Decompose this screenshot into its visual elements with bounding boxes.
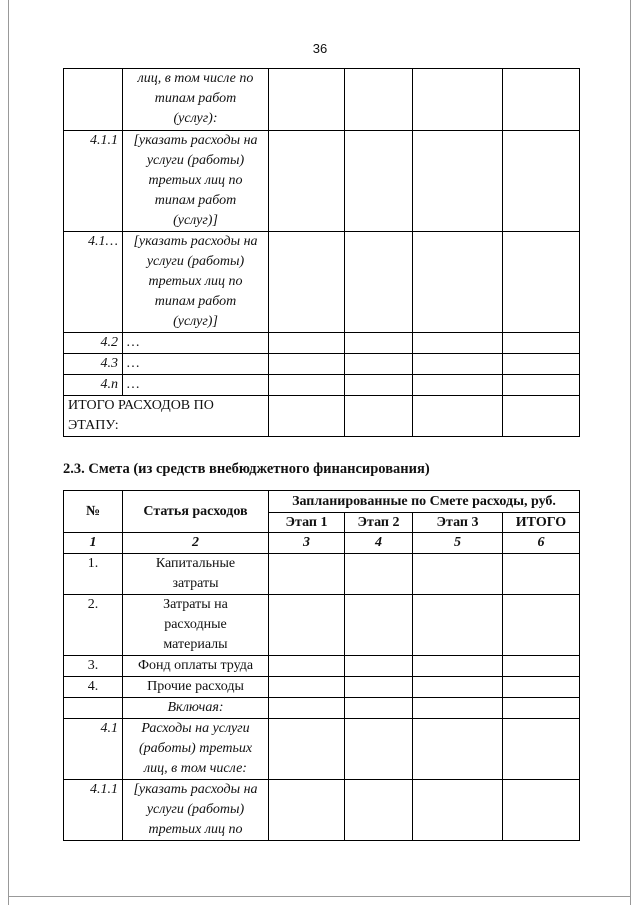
text-line: [указать расходы на <box>133 234 258 249</box>
header-row <box>64 491 580 513</box>
row-number-cell: 4.3 <box>64 354 123 375</box>
value-cell <box>413 554 503 595</box>
value-cell <box>503 554 580 595</box>
value-cell <box>269 354 345 375</box>
value-cell <box>503 232 580 333</box>
value-cell <box>503 656 580 677</box>
value-cell <box>269 333 345 354</box>
value-cell <box>345 780 413 841</box>
column-header-stage1: Этап 1 <box>269 513 345 533</box>
text-line: (услуг)] <box>173 213 218 228</box>
value-cell <box>345 656 413 677</box>
value-cell <box>413 354 503 375</box>
row-number-cell: 3. <box>64 656 123 677</box>
row-number-cell: 4.1 <box>64 719 123 780</box>
value-cell <box>345 677 413 698</box>
row-number-cell: 1. <box>64 554 123 595</box>
row-number-cell <box>64 698 123 719</box>
text-line: Расходы на услуги <box>141 721 250 736</box>
value-cell <box>413 131 503 232</box>
column-number: 2 <box>123 533 269 554</box>
value-cell <box>503 354 580 375</box>
table-row <box>64 677 580 698</box>
table-row <box>64 375 580 396</box>
value-cell <box>269 232 345 333</box>
column-header-stage3: Этап 3 <box>413 513 503 533</box>
value-cell <box>269 131 345 232</box>
page-number: 36 <box>312 41 328 56</box>
row-text-cell: Фонд оплаты труда <box>123 656 269 677</box>
page-bottom-edge <box>8 896 630 897</box>
row-number-cell <box>64 69 123 131</box>
value-cell <box>269 656 345 677</box>
value-cell <box>413 333 503 354</box>
value-cell <box>503 131 580 232</box>
value-cell <box>269 780 345 841</box>
table-row <box>64 232 580 333</box>
column-header-planned: Запланированные по Смете расходы, руб. <box>269 491 580 513</box>
text-line: ЭТАПУ: <box>68 418 119 433</box>
total-label-cell <box>64 396 269 437</box>
text-line: услуги (работы) <box>146 153 245 168</box>
value-cell <box>503 780 580 841</box>
text-line: Капитальные <box>155 556 236 571</box>
row-text-cell <box>123 232 269 333</box>
column-number: 6 <box>503 533 580 554</box>
value-cell <box>345 333 413 354</box>
total-row <box>64 396 580 437</box>
row-number-cell: 4.n <box>64 375 123 396</box>
text-line: расходные <box>164 617 227 632</box>
column-header-total: ИТОГО <box>503 513 580 533</box>
column-header-stage2: Этап 2 <box>345 513 413 533</box>
value-cell <box>503 698 580 719</box>
column-number: 4 <box>345 533 413 554</box>
row-number-cell: 4.1.1 <box>64 131 123 232</box>
text-line: типам работ <box>154 91 237 106</box>
text-line: третьих лиц по <box>148 822 243 837</box>
row-number-cell: 4.2 <box>64 333 123 354</box>
table-row <box>64 595 580 656</box>
value-cell <box>503 719 580 780</box>
value-cell <box>413 375 503 396</box>
table-row <box>64 333 580 354</box>
row-text-cell <box>123 131 269 232</box>
row-number-cell: 4. <box>64 677 123 698</box>
value-cell <box>503 375 580 396</box>
column-number: 5 <box>413 533 503 554</box>
value-cell <box>269 396 345 437</box>
value-cell <box>503 333 580 354</box>
value-cell <box>413 719 503 780</box>
text-line: [указать расходы на <box>133 133 258 148</box>
row-text-cell <box>123 780 269 841</box>
value-cell <box>269 69 345 131</box>
value-cell <box>345 69 413 131</box>
text-line: [указать расходы на <box>133 782 258 797</box>
table-row <box>64 780 580 841</box>
including-row <box>64 698 580 719</box>
value-cell <box>413 232 503 333</box>
row-number-cell: 2. <box>64 595 123 656</box>
value-cell <box>269 719 345 780</box>
text-line: (услуг)] <box>173 314 218 329</box>
table-row <box>64 354 580 375</box>
value-cell <box>345 554 413 595</box>
value-cell <box>345 354 413 375</box>
row-text-cell: … <box>123 354 269 375</box>
value-cell <box>269 698 345 719</box>
text-line: услуги (работы) <box>146 254 245 269</box>
row-text-cell <box>123 595 269 656</box>
including-label: Включая: <box>123 698 269 719</box>
row-text-cell <box>123 554 269 595</box>
value-cell <box>345 375 413 396</box>
value-cell <box>413 595 503 656</box>
page-left-edge <box>8 0 9 905</box>
value-cell <box>269 595 345 656</box>
text-line: услуги (работы) <box>146 802 245 817</box>
table-row <box>64 719 580 780</box>
text-line: (работы) третьих <box>138 741 253 756</box>
column-number: 3 <box>269 533 345 554</box>
value-cell <box>269 677 345 698</box>
value-cell <box>413 780 503 841</box>
value-cell <box>345 232 413 333</box>
text-line: Затраты на <box>163 597 228 612</box>
table-row <box>64 131 580 232</box>
value-cell <box>503 69 580 131</box>
table-row <box>64 554 580 595</box>
value-cell <box>413 656 503 677</box>
row-text-cell <box>123 719 269 780</box>
value-cell <box>413 698 503 719</box>
text-line: лиц, в том числе по <box>137 71 254 86</box>
row-text-cell: Прочие расходы <box>123 677 269 698</box>
expense-table-continued <box>63 68 580 437</box>
value-cell <box>413 69 503 131</box>
column-number: 1 <box>64 533 123 554</box>
value-cell <box>345 396 413 437</box>
value-cell <box>345 719 413 780</box>
budget-table <box>63 490 580 841</box>
text-line: третьих лиц по <box>148 274 243 289</box>
section-title: 2.3. Смета (из средств внебюджетного финансирования) <box>63 461 430 477</box>
column-header-item: Статья расходов <box>123 491 269 533</box>
row-number-cell: 4.1.1 <box>64 780 123 841</box>
value-cell <box>413 677 503 698</box>
value-cell <box>269 554 345 595</box>
text-line: затраты <box>172 576 219 591</box>
table-row <box>64 656 580 677</box>
row-text-cell: … <box>123 333 269 354</box>
row-text-cell <box>123 69 269 131</box>
value-cell <box>503 677 580 698</box>
text-line: ИТОГО РАСХОДОВ ПО <box>68 398 214 413</box>
text-line: (услуг): <box>173 111 218 126</box>
table-row <box>64 69 580 131</box>
value-cell <box>345 131 413 232</box>
text-line: лиц, в том числе: <box>144 761 247 776</box>
value-cell <box>269 375 345 396</box>
value-cell <box>503 595 580 656</box>
value-cell <box>345 698 413 719</box>
column-number-row <box>64 533 580 554</box>
row-number-cell: 4.1… <box>64 232 123 333</box>
value-cell <box>413 396 503 437</box>
row-text-cell: … <box>123 375 269 396</box>
text-line: материалы <box>163 637 228 652</box>
value-cell <box>345 595 413 656</box>
text-line: типам работ <box>154 193 237 208</box>
text-line: типам работ <box>154 294 237 309</box>
page-right-edge <box>630 0 631 905</box>
text-line: третьих лиц по <box>148 173 243 188</box>
value-cell <box>503 396 580 437</box>
column-header-number: № <box>64 491 123 533</box>
